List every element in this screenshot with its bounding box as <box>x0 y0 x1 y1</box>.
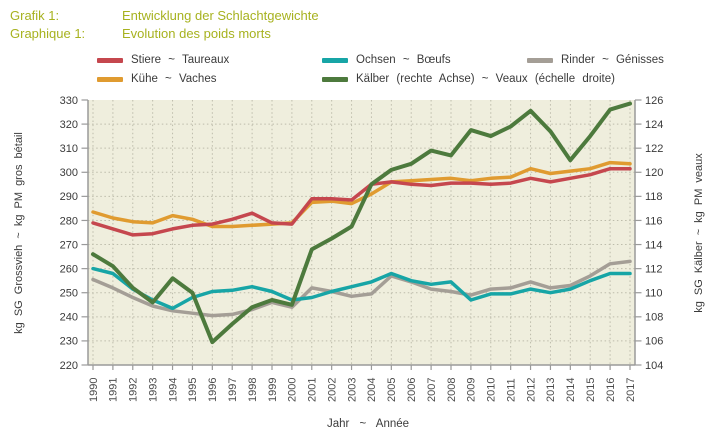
year-tick-label: 2013 <box>545 377 558 402</box>
right-tick-label: 104 <box>645 359 664 372</box>
right-axis-title: kg SG Kälber ~ kg PM veaux <box>693 153 705 313</box>
year-tick-label: 2010 <box>485 377 498 402</box>
year-tick-label: 2002 <box>326 377 339 402</box>
year-tick-label: 2012 <box>525 377 538 402</box>
legend-label-kaelber: Kälber (rechte Achse) ~ Veaux (échelle droite) <box>356 73 615 85</box>
x-axis-title: Jahr ~ Année <box>326 418 410 430</box>
year-tick-label: 1992 <box>127 377 140 402</box>
year-tick-label: 2003 <box>346 377 359 402</box>
right-tick-label: 110 <box>645 287 663 300</box>
left-tick-label: 220 <box>59 359 78 372</box>
year-tick-label: 2006 <box>406 377 418 402</box>
left-tick-label: 260 <box>59 263 78 276</box>
year-tick-label: 1996 <box>207 377 220 402</box>
right-tick-label: 114 <box>645 239 663 252</box>
right-tick-label: 112 <box>645 263 663 276</box>
right-tick-label: 108 <box>645 311 664 324</box>
year-tick-label: 2004 <box>366 377 379 402</box>
left-tick-label: 280 <box>59 215 78 228</box>
legend-label-stiere: Stiere ~ Taureaux <box>131 54 230 66</box>
left-tick-label: 310 <box>59 142 78 155</box>
legend-label-rinder: Rinder ~ Génisses <box>561 54 664 66</box>
right-tick-label: 118 <box>645 191 663 204</box>
right-tick-label: 124 <box>645 118 664 131</box>
year-tick-label: 2009 <box>465 377 478 402</box>
year-tick-label: 2011 <box>505 378 518 402</box>
year-tick-label: 1995 <box>187 377 200 402</box>
legend-label-kuehe: Kühe ~ Vaches <box>131 73 217 85</box>
year-tick-label: 1990 <box>87 377 100 402</box>
year-tick-label: 2001 <box>306 377 319 402</box>
year-tick-label: 2000 <box>286 377 299 402</box>
legend-label-ochsen: Ochsen ~ Bœufs <box>356 54 451 66</box>
left-tick-label: 320 <box>59 118 78 131</box>
title-label-fr: Graphique 1: <box>10 26 86 41</box>
year-tick-label: 2017 <box>624 377 637 402</box>
title-text-de: Entwicklung der Schlachtgewichte <box>122 8 319 23</box>
year-tick-label: 1993 <box>147 377 160 402</box>
year-tick-label: 2007 <box>425 377 438 402</box>
title-text-fr: Evolution des poids morts <box>122 26 271 41</box>
year-tick-label: 1994 <box>167 377 180 402</box>
title-label-de: Grafik 1: <box>10 8 60 23</box>
plot-background <box>88 100 635 365</box>
year-tick-label: 1997 <box>227 377 239 402</box>
year-tick-label: 1998 <box>246 377 259 402</box>
year-tick-label: 2008 <box>445 377 458 402</box>
left-tick-label: 290 <box>59 191 78 204</box>
left-tick-label: 330 <box>59 94 78 107</box>
left-tick-label: 230 <box>59 335 78 348</box>
left-tick-label: 300 <box>59 167 78 180</box>
right-tick-label: 106 <box>645 335 664 348</box>
year-tick-label: 2005 <box>386 377 399 402</box>
year-tick-label: 1999 <box>266 377 279 402</box>
left-axis-title: kg SG Grossvieh ~ kg PM gros bétail <box>13 132 25 334</box>
right-tick-label: 116 <box>645 215 663 228</box>
left-tick-label: 250 <box>59 287 78 300</box>
year-tick-label: 1991 <box>107 377 120 402</box>
year-tick-label: 2014 <box>565 377 578 402</box>
left-tick-label: 240 <box>59 311 78 324</box>
right-tick-label: 120 <box>645 167 664 180</box>
right-tick-label: 126 <box>645 94 664 107</box>
year-tick-label: 2016 <box>604 377 617 402</box>
left-tick-label: 270 <box>59 239 78 252</box>
right-tick-label: 122 <box>645 142 664 155</box>
year-tick-label: 2015 <box>585 377 597 402</box>
